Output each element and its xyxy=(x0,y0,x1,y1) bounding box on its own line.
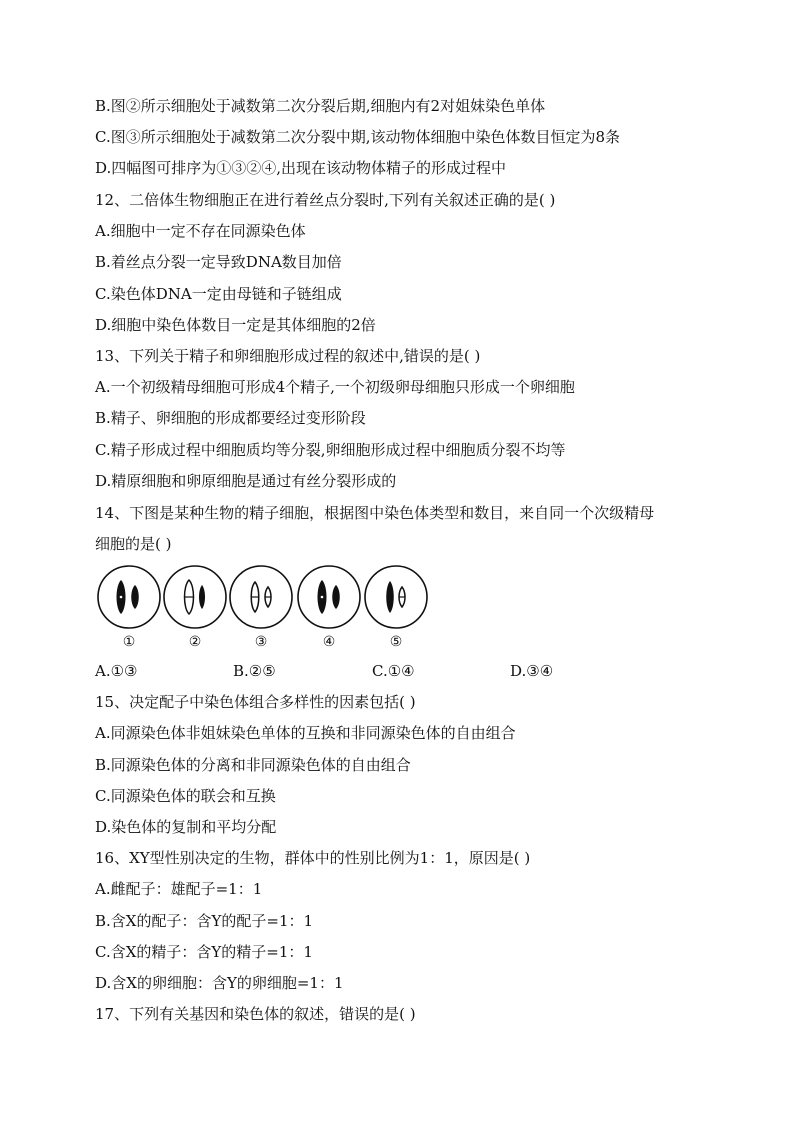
q15-option-b: B.同源染色体的分离和非同源染色体的自由组合 xyxy=(95,756,411,774)
cell-3-chromosome-medium xyxy=(251,582,259,612)
cell-1 xyxy=(98,566,160,628)
q14-option-c: C.①④ xyxy=(372,662,415,680)
cell-label-2: ② xyxy=(188,634,202,650)
q16-option-b: B.含X的配子：含Y的配子=1：1 xyxy=(95,912,314,930)
q16-stem: 16、XY型性别决定的生物，群体中的性别比例为1：1，原因是( ) xyxy=(95,849,531,867)
q14-option-b: B.②⑤ xyxy=(233,662,276,680)
q11-option-b: B.图②所示细胞处于减数第二次分裂后期,细胞内有2对姐妹染色单体 xyxy=(95,97,546,115)
q12-option-d: D.细胞中染色体数目一定是其体细胞的2倍 xyxy=(95,316,376,334)
q15-stem: 15、决定配子中染色体组合多样性的因素包括( ) xyxy=(95,693,416,711)
cell-5-chromosome-small xyxy=(399,587,405,607)
q15-option-d: D.染色体的复制和平均分配 xyxy=(95,818,277,836)
cell-4 xyxy=(298,566,360,628)
sperm-cells-figure xyxy=(96,564,436,632)
cell-label-1: ① xyxy=(122,634,136,650)
cell-3-chromosome-small xyxy=(265,587,271,607)
q15-option-c: C.同源染色体的联会和互换 xyxy=(95,787,276,805)
q12-stem: 12、二倍体生物细胞正在进行着丝点分裂时,下列有关叙述正确的是( ) xyxy=(95,191,556,209)
q13-option-b: B.精子、卵细胞的形成都要经过变形阶段 xyxy=(95,409,366,427)
q16-option-a: A.雌配子：雄配子=1：1 xyxy=(95,880,263,898)
cell-label-5: ⑤ xyxy=(389,634,403,650)
q12-option-b: B.着丝点分裂一定导致DNA数目加倍 xyxy=(95,253,342,271)
q14-option-d: D.③④ xyxy=(510,662,554,680)
q12-option-a: A.细胞中一定不存在同源染色体 xyxy=(95,222,306,240)
cell-label-3: ③ xyxy=(254,634,268,650)
q17-stem: 17、下列有关基因和染色体的叙述，错误的是( ) xyxy=(95,1005,416,1023)
cell-label-4: ④ xyxy=(322,634,336,650)
q16-option-d: D.含X的卵细胞：含Y的卵细胞=1：1 xyxy=(95,974,344,992)
q15-option-a: A.同源染色体非姐妹染色单体的互换和非同源染色体的自由组合 xyxy=(95,724,516,742)
cell-5 xyxy=(365,566,427,628)
q11-option-d: D.四幅图可排序为①③②④,出现在该动物体精子的形成过程中 xyxy=(95,159,507,177)
cell-3 xyxy=(230,566,292,628)
q16-option-c: C.含X的精子：含Y的精子=1：1 xyxy=(95,943,313,961)
q14-stem-line1: 14、下图是某种生物的精子细胞，根据图中染色体类型和数目，来自同一个次级精母 xyxy=(95,504,655,522)
q11-option-c: C.图③所示细胞处于减数第二次分裂中期,该动物体细胞中染色体数目恒定为8条 xyxy=(95,128,621,146)
q13-stem: 13、下列关于精子和卵细胞形成过程的叙述中,错误的是( ) xyxy=(95,347,481,365)
q12-option-c: C.染色体DNA一定由母链和子链组成 xyxy=(95,285,342,303)
cell-2-chromosome-large xyxy=(185,580,194,614)
q13-option-c: C.精子形成过程中细胞质均等分裂,卵细胞形成过程中细胞质分裂不均等 xyxy=(95,441,566,459)
q14-stem-line2: 细胞的是( ) xyxy=(95,535,172,553)
q13-option-d: D.精原细胞和卵原细胞是通过有丝分裂形成的 xyxy=(95,472,397,490)
q14-option-a: A.①③ xyxy=(95,662,138,680)
cell-2 xyxy=(164,566,226,628)
q13-option-a: A.一个初级精母细胞可形成4个精子,一个初级卵母细胞只形成一个卵细胞 xyxy=(95,378,575,396)
